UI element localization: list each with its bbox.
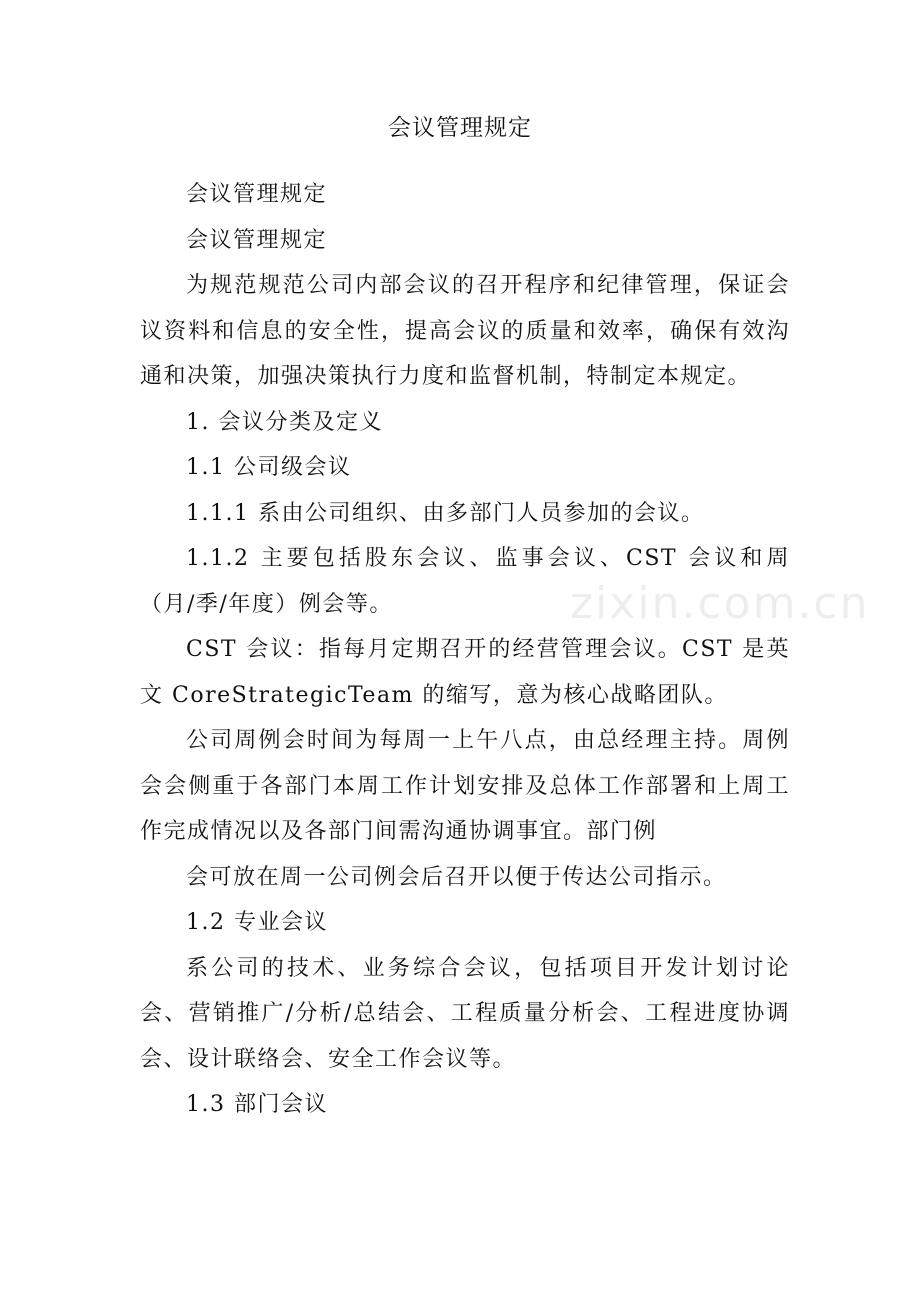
subsection-heading: 1.3 部门会议 (186, 1092, 328, 1117)
document-body (140, 172, 790, 1128)
paragraph: 1.1.1 系由公司组织、由多部门人员参加的会议。 (186, 500, 705, 526)
section-heading: 1. 会议分类及定义 (186, 409, 383, 435)
paragraph: 会可放在周一公司例会后召开以便于传达公司指示。 (186, 864, 727, 890)
paragraph: CST 会议：指每月定期召开的经营管理会议。CST 是英文 CoreStrategicTeam 的缩写，意为核心战略团队。 (140, 637, 790, 708)
paragraph: 为规范规范公司内部会议的召开程序和纪律管理，保证会议资料和信息的安全性，提高会议的质量和效率，确保有效沟通和决策，加强决策执行力度和监督机制，特制定本规定。 (140, 273, 790, 389)
document-title: 会议管理规定 (388, 115, 532, 141)
paragraph: 会议管理规定 (186, 227, 328, 253)
paragraph: 会议管理规定 (186, 182, 328, 207)
watermark: zixin.com.cn (570, 578, 870, 629)
paragraph: 系公司的技术、业务综合会议，包括项目开发计划讨论会、营销推广/分析/总结会、工程质量分析会、工程进度协调会、设计联络会、安全工作会议等。 (140, 955, 790, 1072)
paragraph: 1.1.2 主要包括股东会议、监事会议、CST 会议和周（月/季/年度）例会等。 (140, 546, 790, 617)
paragraph: 公司周例会时间为每周一上午八点，由总经理主持。周例会会侧重于各部门本周工作计划安排及总体工作部署和上周工作完成情况以及各部门间需沟通协调事宜。部门例 (140, 728, 790, 844)
subsection-heading: 1.2 专业会议 (186, 910, 328, 935)
subsection-heading: 1.1 公司级会议 (186, 455, 352, 480)
